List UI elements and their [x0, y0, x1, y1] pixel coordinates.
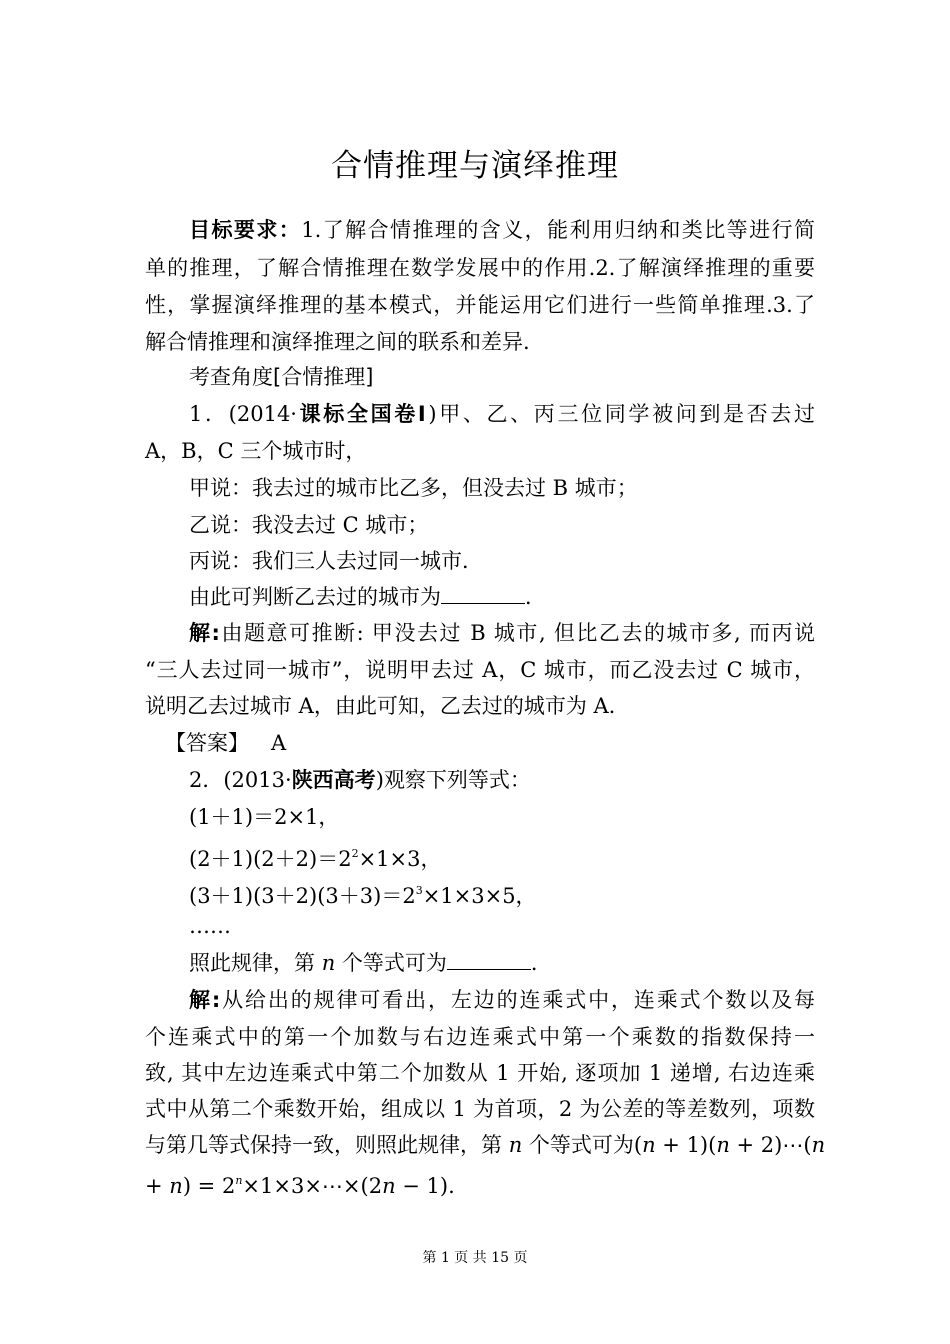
q1-question: 由此可判断乙去过的城市为 ． [189, 585, 546, 609]
goal-label: 目标要求： [189, 218, 302, 242]
q2-equation-2: $(2+1)(2+2)=2^2\times 1\times 3$， [189, 847, 442, 871]
q2-solution-line-1: 解:从给出的规律可看出，左边的连乘式中，连乘式个数以及每 [189, 988, 815, 1012]
q1-line-2: A，B，C 三个城市时， [145, 439, 367, 463]
q1-jia: 甲说：我去过的城市比乙多，但没去过 B 城市； [189, 476, 638, 500]
q2-solution-line-3: 致, 其中左边连乘式中第二个加数从 1 开始, 逐项加 1 递增, 右边连乘 [145, 1061, 815, 1085]
solution-label: 解: [189, 621, 220, 645]
section-heading: 考查角度[合情推理] [189, 365, 374, 389]
page-title: 合情推理与演绎推理 [331, 148, 619, 184]
q1-answer: 【答案】 A [165, 731, 287, 755]
q1-yi: 乙说：我没去过 C 城市； [189, 513, 429, 537]
goal-line-1: 目标要求：1.了解合情推理的含义，能利用归纳和类比等进行简 [189, 218, 815, 242]
q1-solution-line-2: “三人去过同一城市”，说明甲去过 A，C 城市，而乙没去过 C 城市， [145, 658, 815, 682]
goal-line-4: 解合情推理和演绎推理之间的联系和差异. [145, 330, 530, 354]
q2-ellipsis: …… [189, 914, 231, 938]
answer-label: 【答案】 [165, 731, 249, 755]
q1-solution-line-1: 解:由题意可推断: 甲没去过 B 城市, 但比乙去的城市多, 而丙说 [189, 621, 815, 645]
q2-solution-line-2: 个连乘式中的第一个加数与右边连乘式中第一个乘数的指数保持一 [145, 1025, 815, 1049]
q2-solution-line-6: + $n) = 2^n\times 1\times 3\times\cdots\times(2n - 1)$. [145, 1174, 455, 1198]
q1-line-1: 1．(2014·课标全国卷Ⅰ)甲、乙、丙三位同学被问到是否去过 [189, 402, 815, 426]
q2-solution-line-5: 与第几等式保持一致，则照此规律，第 n 个等式可为(n + 1)(n + 2)⋯(n [145, 1133, 826, 1157]
q2-source: 陕西高考 [291, 768, 376, 792]
q2-equation-3: $(3+1)(3+2)(3+3)=2^3\times 1\times 3\times 5$， [189, 884, 537, 908]
q2-question: 照此规律，第 n 个等式可为 ． [189, 951, 552, 975]
answer-blank [447, 949, 531, 970]
goal-line-3: 性，掌握演绎推理的基本模式，并能运用它们进行一些简单推理.3.了 [145, 293, 815, 317]
q1-solution-line-3: 说明乙去过城市 A，由此可知，乙去过的城市为 A. [145, 694, 616, 718]
q2-solution-line-4: 式中从第二个乘数开始，组成以 1 为首项，2 为公差的等差数列，项数 [145, 1097, 815, 1121]
solution-label: 解: [189, 988, 221, 1012]
answer-blank [441, 583, 525, 604]
q2-equation-1: (1＋1)＝2×1， [189, 805, 340, 829]
q2-line-1: 2．(2013·陕西高考)观察下列等式： [189, 768, 531, 792]
goal-line-2: 单的推理，了解合情推理在数学发展中的作用.2.了解演绎推理的重要 [145, 256, 815, 280]
page-footer: 第 1 页 共 15 页 [422, 1250, 528, 1266]
q1-bing: 丙说：我们三人去过同一城市． [189, 549, 483, 573]
q1-source: 课标全国卷Ⅰ [296, 402, 429, 426]
